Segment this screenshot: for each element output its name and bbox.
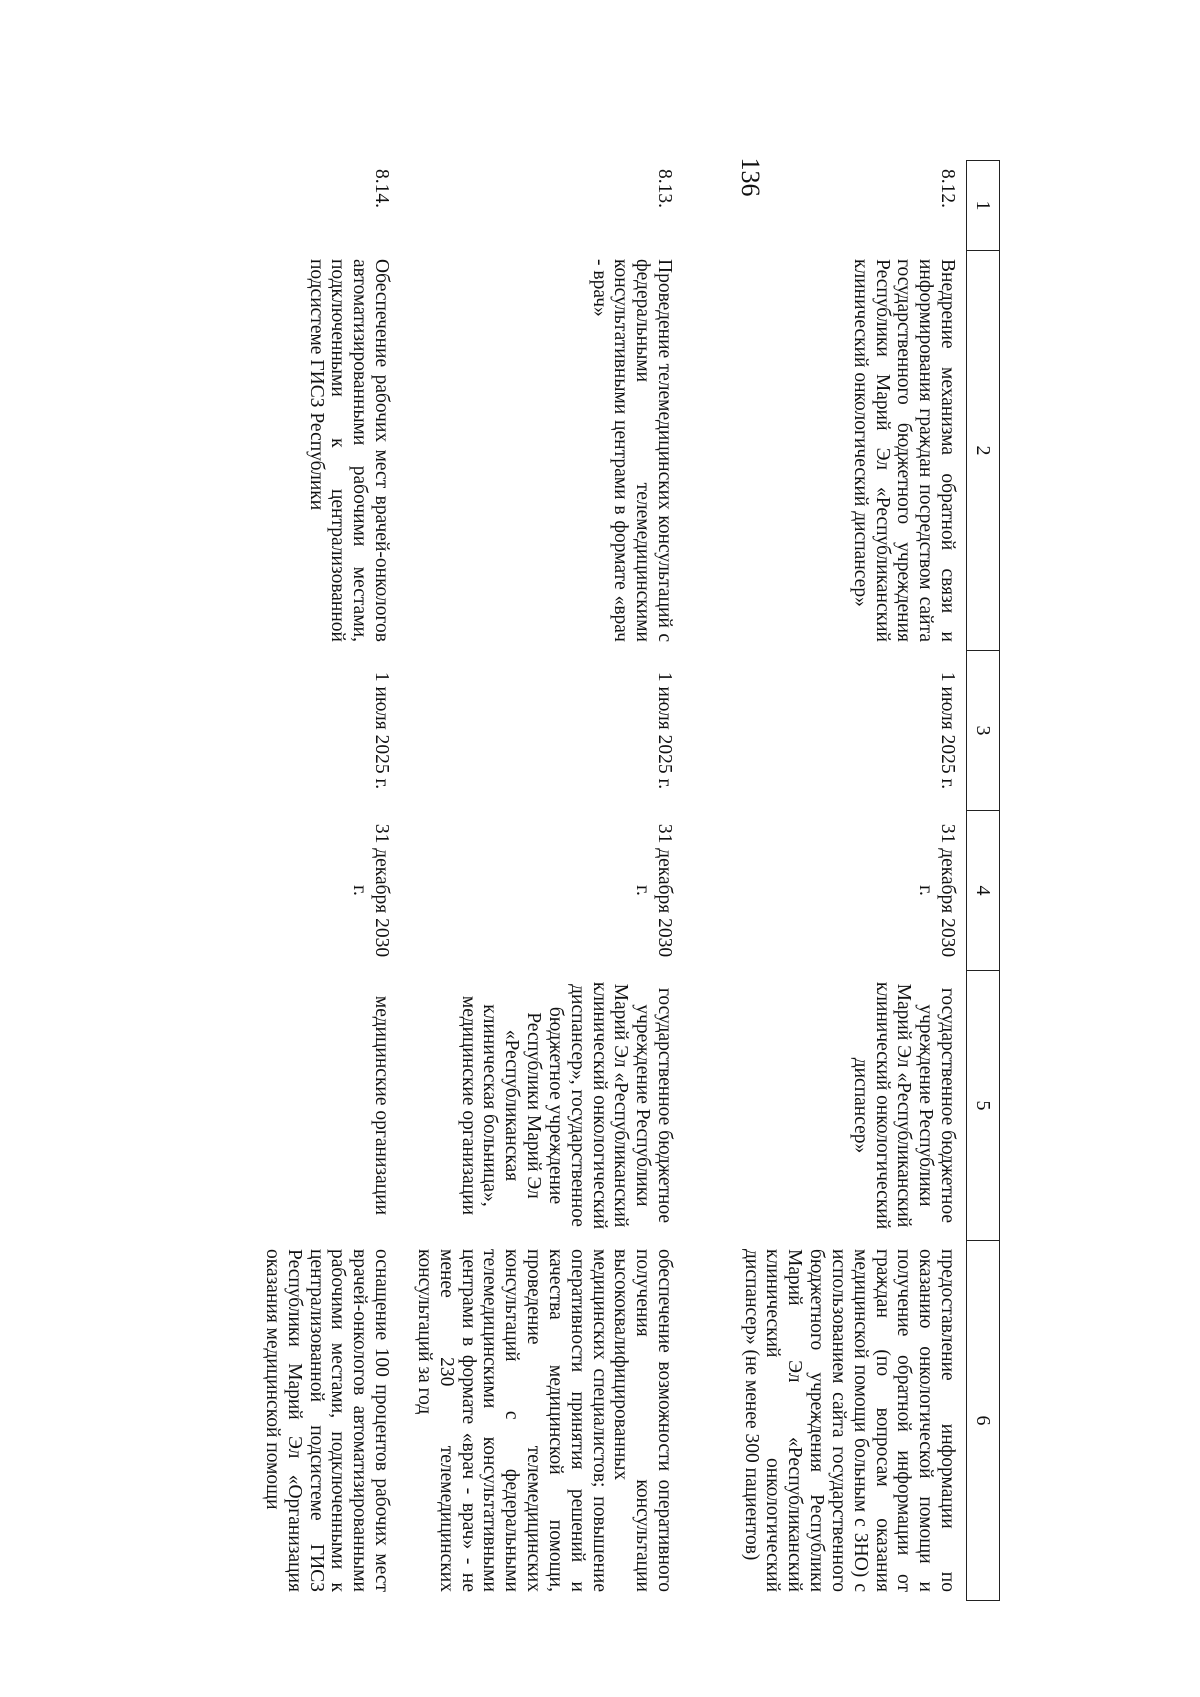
table-row — [117, 161, 400, 1601]
executor: медицинские организации — [371, 995, 392, 1216]
end-date: 31 декабря 2030 г. — [915, 823, 958, 958]
start-date: 1 июля 2025 г. — [654, 671, 675, 790]
column-header: 1 — [967, 161, 1000, 251]
column-header: 2 — [967, 251, 1000, 651]
expected-result: предоставление информации по оказанию онкологической помощи и получение обратной информации от граждан (по вопросам оказания медицинской помощи больным с ЗНО) с использованием сайта государственного бюджетного учреждения Республики Марий Эл «Республиканский клинический онкологический диспансер» (не менее 300 пациентов) — [740, 1249, 958, 1592]
rotated-page-content — [200, 40, 1130, 1680]
table-row — [400, 161, 683, 1601]
row-number: 8.12. — [937, 169, 958, 208]
column-header: 4 — [967, 811, 1000, 971]
expected-result: обеспечение возможности оперативного получения консультации высококвалифицированных медицинских специалистов; повышение оперативности принятия решений и качества медицинской помощи, проведение телемедицинских консультаций с федеральными телемедицинскими консультативными центрами в формате «врач - врач» - не менее 230 телемедицинских консультаций за год — [413, 1249, 675, 1592]
page-number: 136 — [736, 157, 765, 197]
start-date: 1 июля 2025 г. — [371, 671, 392, 790]
start-date: 1 июля 2025 г. — [937, 671, 958, 790]
event-name: Проведение телемедицинских консультаций с федеральными телемедицинскими консультативными центрами в формате «врач - врач» — [588, 259, 675, 642]
table-header-row — [967, 161, 1000, 1601]
row-number: 8.14. — [371, 169, 392, 208]
column-header: 6 — [967, 1241, 1000, 1601]
column-header: 5 — [967, 971, 1000, 1241]
row-number: 8.13. — [654, 169, 675, 208]
event-name: Внедрение механизма обратной связи и информирования граждан посредством сайта государственного бюджетного учреждения Республики Марий Эл «Республиканский клинический онкологический диспансер» — [849, 259, 958, 642]
activities-table — [117, 160, 1000, 1601]
event-name: Обеспечение рабочих мест врачей-онкологов автоматизированными рабочими местами, подключенными к централизованной подсистеме ГИСЗ Республики — [305, 259, 392, 642]
expected-result: оснащение 100 процентов рабочих мест врачей-онкологов автоматизированными рабочими местами, подключенными к централизованной подсистеме ГИСЗ Республики Марий Эл «Организация оказания медицинской помощи — [261, 1249, 392, 1592]
table-row — [683, 161, 967, 1601]
column-header: 3 — [967, 651, 1000, 811]
executor: государственное бюджетное учреждение Республики Марий Эл «Республиканский клинический онкологический диспансер» — [849, 981, 958, 1230]
end-date: 31 декабря 2030 г. — [349, 823, 392, 958]
end-date: 31 декабря 2030 г. — [632, 823, 675, 958]
executor: государственное бюджетное учреждение Республики Марий Эл «Республиканский клинический онкологический диспансер», государственное бюджетное учреждение Республики Марий Эл «Республиканская клиническая больница», медицинские организации — [457, 981, 675, 1230]
